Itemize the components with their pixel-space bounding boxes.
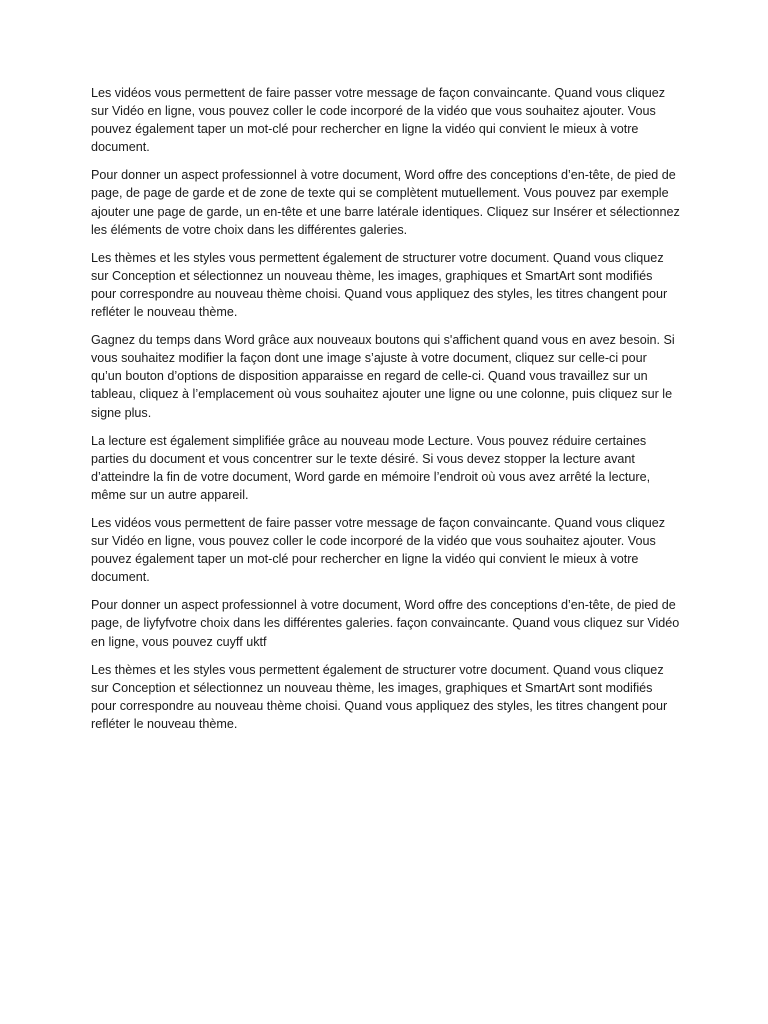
paragraph-1: Les vidéos vous permettent de faire passer votre message de façon convaincante. Quand vous cliquez sur Vidéo en ligne, vous pouvez coller le code incorporé de la vidéo que vous souhaitez ajouter. Vous pouvez également taper un mot-clé pour rechercher en ligne la vidéo qui convient le mieux à votre document. [91,86,666,155]
paragraph-5: La lecture est également simplifiée grâce au nouveau mode Lecture. Vous pouvez réduire certaines parties du document et vous concentrer sur le texte désiré. Si vous devez stopper la lecture avant d’atteindre la fin de votre document, Word garde en mémoire l’endroit où vous avez arrêté la lecture, même sur un autre appareil. [91,433,651,502]
paragraph-3: Les thèmes et les styles vous permettent également de structurer votre document. Quand vous cliquez sur Conception et sélectionnez un nouveau thème, les images, graphiques et SmartArt sont modifiés pour correspondre au nouveau thème choisi. Quand vous appliquez des styles, les titres changent pour refléter le nouveau thème. [91,250,668,320]
paragraph-4: Gagnez du temps dans Word grâce aux nouveaux boutons qui s'affichent quand vous en avez besoin. Si vous souhaitez modifier la façon dont une image s’ajuste à votre document, cliquez sur celle-ci pour qu’un bouton d’options de disposition apparaisse en regard de celle-ci. Quand vous travaillez sur un tableau, cliquez à l’emplacement où vous souhaitez ajouter une ligne ou une colonne, puis cliquez sur le signe plus. [91,333,675,420]
paragraph-8: Les thèmes et les styles vous permettent également de structurer votre document. Quand vous cliquez sur Conception et sélectionnez un nouveau thème, les images, graphiques et SmartArt sont modifiés pour correspondre au nouveau thème choisi. Quand vous appliquez des styles, les titres changent pour refléter le nouveau thème. [91,662,668,731]
paragraph-6: Les vidéos vous permettent de faire passer votre message de façon convaincante. Quand vous cliquez sur Vidéo en ligne, vous pouvez coller le code incorporé de la vidéo que vous souhaitez ajouter. Vous pouvez également taper un mot-clé pour rechercher en ligne la vidéo qui convient le mieux à votre document. [91,515,666,585]
document-body [91,84,681,743]
paragraph-2: Pour donner un aspect professionnel à votre document, Word offre des conceptions d’en-tête, de pied de page, de page de garde et de zone de texte qui se complètent mutuellement. Vous pouvez par exemple ajouter une page de garde, un en-tête et une barre latérale identiques. Cliquez sur Insérer et sélectionnez les éléments de votre choix dans les différentes galeries. [91,168,680,237]
paragraph-7: Pour donner un aspect professionnel à votre document, Word offre des conceptions d’en-tête, de pied de page, de liyfyfvotre choix dans les différentes galeries. façon convaincante. Quand vous cliquez sur Vidéo en ligne, vous pouvez cuyff uktf [91,598,680,649]
